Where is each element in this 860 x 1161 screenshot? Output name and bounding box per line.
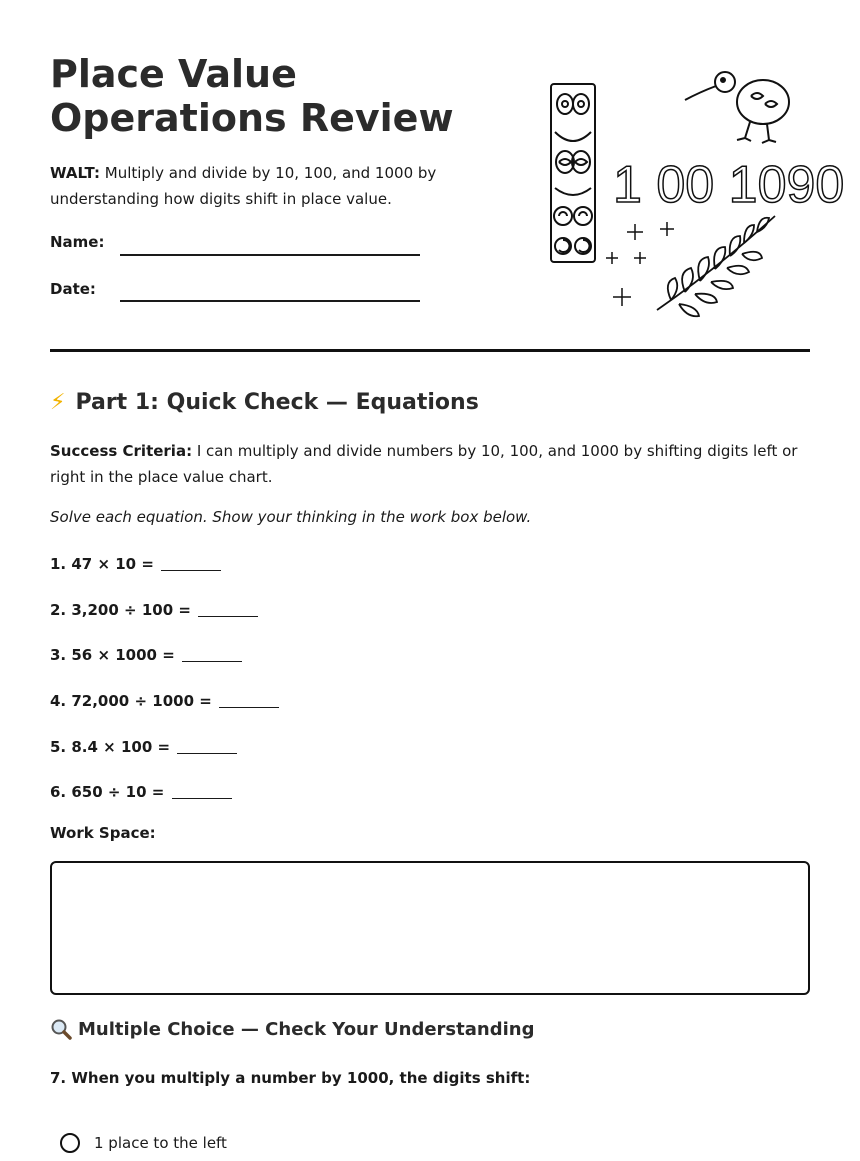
question-text: 2. 3,200 ÷ 100 =: [50, 601, 191, 619]
walt-text: Multiply and divide by 10, 100, and 1000 by understanding how digits shift in place value.: [50, 164, 437, 208]
date-field[interactable]: [120, 300, 420, 302]
question-1: [50, 555, 221, 573]
question-7: 7. When you multiply a number by 1000, the digits shift:: [50, 1069, 531, 1087]
date-label: Date:: [50, 280, 96, 298]
part1-heading: [50, 390, 479, 415]
work-space-label: Work Space:: [50, 824, 156, 842]
question-6: [50, 783, 232, 801]
instruction: Solve each equation. Show your thinking in the work box below.: [50, 508, 532, 526]
work-space-box[interactable]: [50, 861, 810, 995]
lightning-icon: ⚡: [50, 390, 66, 415]
part1-title: Part 1: Quick Check — Equations: [75, 390, 479, 415]
answer-blank[interactable]: [198, 602, 258, 617]
option-label: 1 place to the left: [94, 1134, 227, 1152]
question-2: [50, 601, 258, 619]
answer-blank[interactable]: [219, 693, 279, 708]
question-3: [50, 646, 242, 664]
question-text: 1. 47 × 10 =: [50, 555, 154, 573]
page-title: Place Value Operations Review: [50, 52, 454, 140]
kiwi-icon: [685, 72, 789, 143]
radio-button[interactable]: [60, 1133, 80, 1153]
question-text: 3. 56 × 1000 =: [50, 646, 175, 664]
section-divider: [50, 349, 810, 352]
question-4: [50, 692, 279, 710]
answer-blank[interactable]: [177, 739, 237, 754]
walt-statement: [50, 160, 450, 212]
option-a[interactable]: [60, 1133, 227, 1153]
fern-icon: [657, 216, 775, 316]
question-text: 6. 650 ÷ 10 =: [50, 783, 165, 801]
criteria-label: Success Criteria:: [50, 442, 193, 460]
mc-heading: [50, 1018, 534, 1040]
name-field[interactable]: [120, 254, 420, 256]
criteria-text: I can multiply and divide numbers by 10, 100, and 1000 by shifting digits left or right in the place value chart.: [50, 442, 798, 486]
success-criteria: [50, 438, 810, 490]
answer-blank[interactable]: [161, 556, 221, 571]
magnifier-icon: [50, 1018, 72, 1040]
mc-title: Multiple Choice — Check Your Understanding: [78, 1018, 535, 1040]
sparkle-icon: [606, 222, 674, 306]
numbers-art: 1 00 1090: [613, 156, 845, 214]
answer-blank[interactable]: [172, 784, 232, 799]
question-text: 4. 72,000 ÷ 1000 =: [50, 692, 212, 710]
totem-icon: [551, 84, 595, 262]
illustration: [545, 70, 845, 320]
question-5: [50, 738, 237, 756]
name-label: Name:: [50, 233, 105, 251]
walt-label: WALT:: [50, 164, 100, 182]
question-text: 5. 8.4 × 100 =: [50, 738, 171, 756]
answer-blank[interactable]: [182, 647, 242, 662]
